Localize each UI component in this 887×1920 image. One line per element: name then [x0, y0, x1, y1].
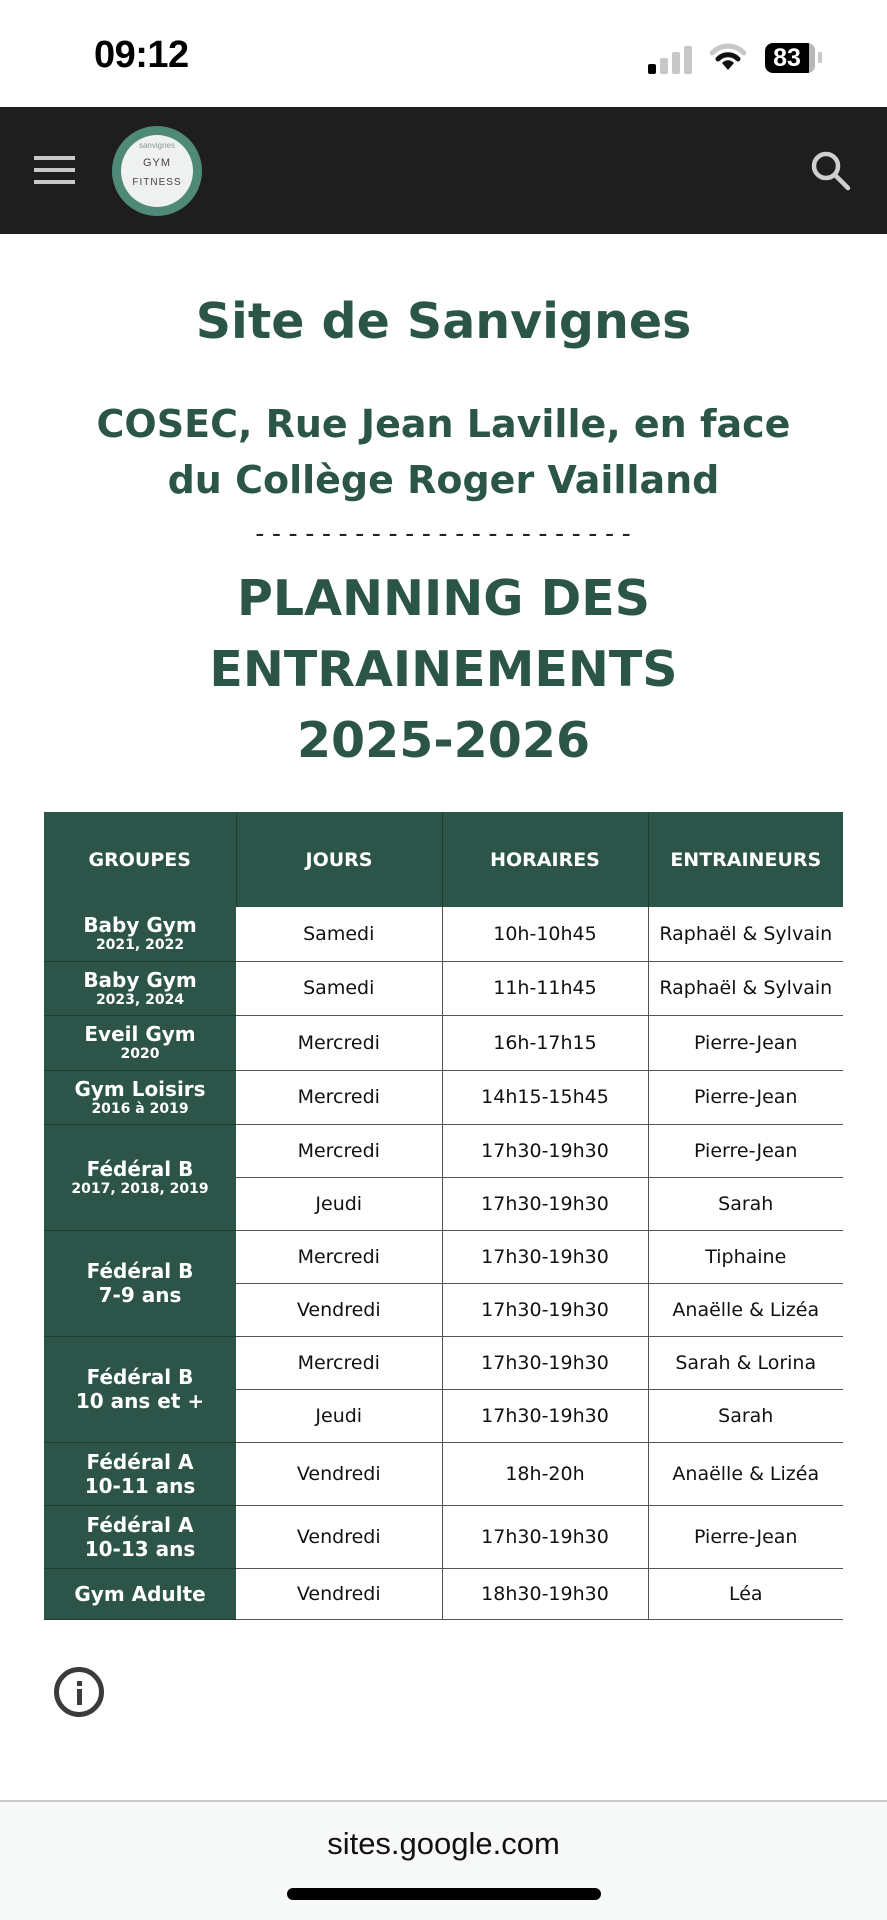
schedule-table	[44, 812, 843, 1620]
day-cell: Mercredi	[236, 1336, 442, 1389]
group-name: Fédéral B	[86, 1259, 194, 1283]
site-title: Site de Sanvignes	[195, 293, 692, 350]
day-cell: Jeudi	[236, 1177, 442, 1230]
address-line-1: COSEC, Rue Jean Laville, en face	[96, 402, 791, 446]
address-line-2: du Collège Roger Vailland	[167, 458, 720, 502]
day-cell: Vendredi	[236, 1505, 442, 1568]
group-cell	[44, 1124, 236, 1230]
coach-cell: Anaëlle & Lizéa	[648, 1283, 843, 1336]
home-indicator[interactable]	[287, 1888, 601, 1900]
search-icon[interactable]	[808, 148, 854, 194]
group-name: Fédéral B	[86, 1156, 194, 1181]
time-cell: 17h30-19h30	[442, 1124, 648, 1177]
logo-gym-text: GYM	[142, 157, 172, 169]
coach-cell: Pierre-Jean	[648, 1505, 843, 1568]
day-cell: Mercredi	[236, 1070, 442, 1124]
time-cell: 17h30-19h30	[442, 1505, 648, 1568]
coach-cell: Tiphaine	[648, 1230, 843, 1283]
coach-cell: Anaëlle & Lizéa	[648, 1442, 843, 1505]
group-cell	[44, 1568, 236, 1619]
battery-tip	[818, 52, 822, 63]
time-cell: 17h30-19h30	[442, 1389, 648, 1442]
table-header-row	[44, 812, 843, 907]
header-horaires: HORAIRES	[442, 812, 648, 907]
group-subtitle: 2017, 2018, 2019	[71, 1180, 209, 1197]
group-name: Gym Adulte	[74, 1581, 206, 1606]
header-groupes: GROUPES	[44, 812, 236, 907]
header-entraineurs: ENTRAINEURS	[648, 812, 843, 907]
group-cell	[44, 1336, 236, 1442]
group-subtitle: 7-9 ans	[98, 1283, 182, 1307]
table-row	[44, 1568, 843, 1619]
coach-cell: Raphaël & Sylvain	[648, 961, 843, 1015]
group-name: Baby Gym	[83, 967, 197, 992]
time-cell: 11h-11h45	[442, 961, 648, 1015]
table-row	[44, 1442, 843, 1505]
table-row	[44, 1230, 843, 1283]
group-subtitle: 10 ans et +	[75, 1389, 205, 1413]
separator: -----------------------	[251, 519, 636, 549]
time-cell: 18h-20h	[442, 1442, 648, 1505]
day-cell: Samedi	[236, 961, 442, 1015]
battery-icon	[765, 43, 815, 73]
coach-cell: Sarah	[648, 1389, 843, 1442]
group-name: Fédéral B	[86, 1365, 194, 1389]
day-cell: Mercredi	[236, 1230, 442, 1283]
table-row	[44, 1070, 843, 1124]
group-name: Eveil Gym	[84, 1022, 196, 1047]
day-cell: Samedi	[236, 907, 442, 961]
group-cell	[44, 1230, 236, 1336]
group-name: Fédéral A	[86, 1449, 194, 1474]
table-row	[44, 1336, 843, 1389]
day-cell: Vendredi	[236, 1442, 442, 1505]
site-logo[interactable]	[112, 126, 202, 216]
logo-fitness-text: FITNESS	[132, 177, 182, 188]
day-cell: Jeudi	[236, 1389, 442, 1442]
coach-cell: Pierre-Jean	[648, 1015, 843, 1070]
planning-title	[0, 563, 887, 776]
group-subtitle: 2021, 2022	[95, 937, 185, 954]
coach-cell: Pierre-Jean	[648, 1124, 843, 1177]
group-subtitle: 2023, 2024	[95, 991, 185, 1008]
group-cell	[44, 1505, 236, 1568]
day-cell: Mercredi	[236, 1015, 442, 1070]
table-row	[44, 1505, 843, 1568]
day-cell: Vendredi	[236, 1568, 442, 1619]
url-text[interactable]: sites.google.com	[327, 1826, 560, 1861]
time-cell: 16h-17h15	[442, 1015, 648, 1070]
coach-cell: Pierre-Jean	[648, 1070, 843, 1124]
planning-line-1: PLANNING DES	[236, 570, 651, 627]
header-jours: JOURS	[236, 812, 442, 907]
day-cell: Vendredi	[236, 1283, 442, 1336]
group-subtitle: 2016 à 2019	[91, 1100, 189, 1117]
coach-cell: Léa	[648, 1568, 843, 1619]
group-name: Fédéral A	[86, 1512, 194, 1537]
coach-cell: Sarah	[648, 1177, 843, 1230]
time-cell: 17h30-19h30	[442, 1230, 648, 1283]
group-subtitle: 10-13 ans	[84, 1536, 196, 1561]
group-subtitle: 10-11 ans	[84, 1473, 196, 1498]
address	[0, 396, 887, 508]
table-row	[44, 1124, 843, 1177]
status-time: 09:12	[94, 34, 189, 76]
group-cell	[44, 1442, 236, 1505]
cellular-signal-icon	[648, 44, 694, 74]
table-row	[44, 1015, 843, 1070]
time-cell: 17h30-19h30	[442, 1336, 648, 1389]
info-icon[interactable]	[54, 1667, 104, 1717]
group-cell	[44, 907, 236, 961]
group-cell	[44, 1070, 236, 1124]
time-cell: 10h-10h45	[442, 907, 648, 961]
coach-cell: Raphaël & Sylvain	[648, 907, 843, 961]
coach-cell: Sarah & Lorina	[648, 1336, 843, 1389]
group-cell	[44, 1015, 236, 1070]
planning-line-3: 2025-2026	[296, 712, 591, 769]
hamburger-icon[interactable]	[34, 156, 75, 186]
group-name: Gym Loisirs	[74, 1076, 206, 1101]
time-cell: 18h30-19h30	[442, 1568, 648, 1619]
time-cell: 17h30-19h30	[442, 1177, 648, 1230]
group-name: Baby Gym	[83, 913, 197, 938]
battery-level: 83	[773, 44, 801, 72]
logo-top-text: sanvignes	[138, 141, 176, 150]
group-cell	[44, 961, 236, 1015]
table-row	[44, 961, 843, 1015]
table-row	[44, 907, 843, 961]
time-cell: 14h15-15h45	[442, 1070, 648, 1124]
status-bar	[0, 0, 887, 107]
day-cell: Mercredi	[236, 1124, 442, 1177]
group-subtitle: 2020	[120, 1046, 160, 1063]
wifi-icon	[710, 42, 746, 72]
time-cell: 17h30-19h30	[442, 1283, 648, 1336]
planning-line-2: ENTRAINEMENTS	[209, 641, 678, 698]
